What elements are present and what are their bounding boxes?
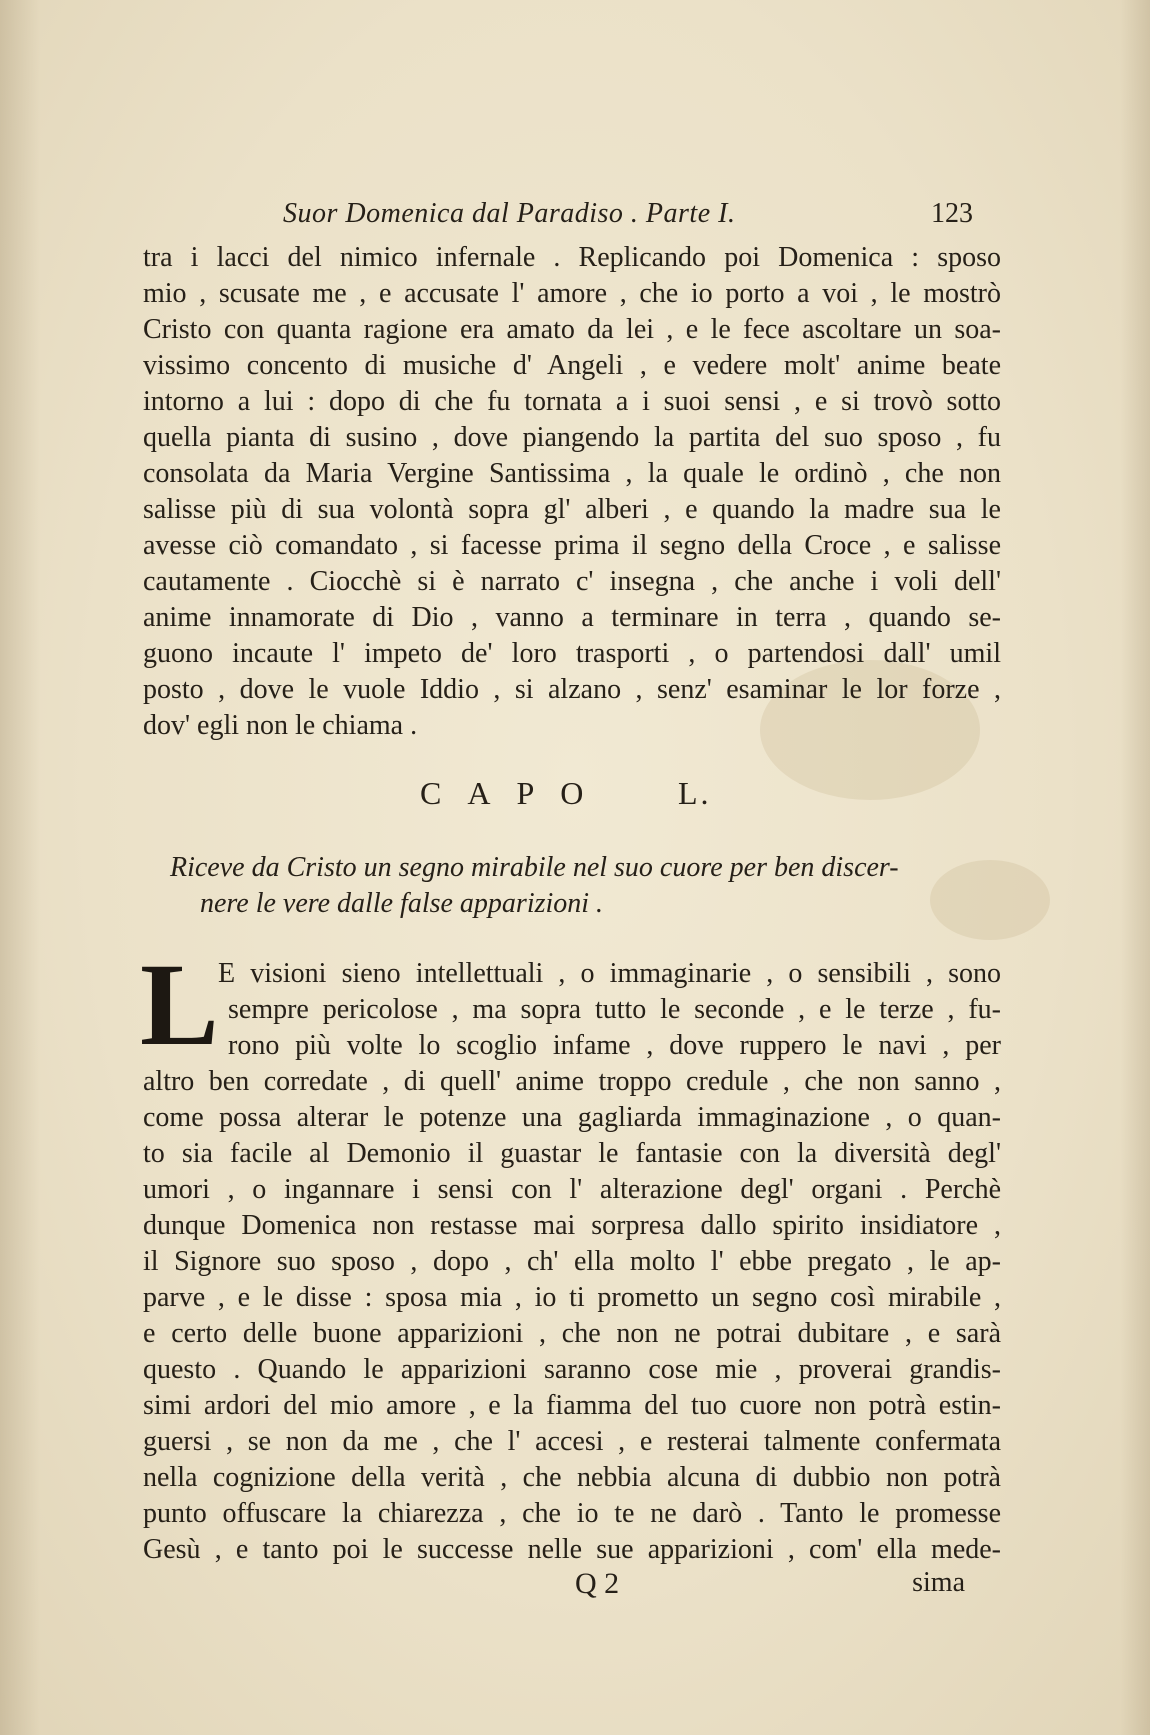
running-head bbox=[283, 198, 973, 232]
text-line: mio , scusate me , e accusate l' amore , che io porto a voi , le mostrò bbox=[143, 278, 1001, 309]
text-line: cautamente . Ciocchè si è narrato c' insegna , che anche i voli dell' bbox=[143, 566, 1001, 597]
text-line: posto , dove le vuole Iddio , si alzano , senz' esaminar le lor forze , bbox=[143, 674, 1001, 705]
text-line: punto offuscare la chiarezza , che io te ne darò . Tanto le promesse bbox=[143, 1498, 1001, 1529]
catchword: sima bbox=[912, 1567, 965, 1598]
chapter-heading bbox=[420, 775, 740, 815]
text-line: avesse ciò comandato , si facesse prima il segno della Croce , e salisse bbox=[143, 530, 1001, 561]
foxing-stain bbox=[930, 860, 1050, 940]
text-line: questo . Quando le apparizioni saranno cose mie , proverai grandis- bbox=[143, 1354, 1001, 1385]
text-line: consolata da Maria Vergine Santissima , la quale le ordinò , che non bbox=[143, 458, 1001, 489]
text-line: altro ben corredate , di quell' anime troppo credule , che non sanno , bbox=[143, 1066, 1001, 1097]
text-line: parve , e le disse : sposa mia , io ti prometto un segno così mirabile , bbox=[143, 1282, 1001, 1313]
chapter-number: L. bbox=[678, 775, 712, 811]
text-line: dov' egli non le chiama . bbox=[143, 710, 418, 741]
text-line: anime innamorate di Dio , vanno a terminare in terra , quando se- bbox=[143, 602, 1001, 633]
text-line: nella cognizione della verità , che nebbia alcuna di dubbio non potrà bbox=[143, 1462, 1001, 1493]
text-line: dunque Domenica non restasse mai sorpresa dallo spirito insidiatore , bbox=[143, 1210, 1001, 1241]
text-line: Gesù , e tanto poi le successe nelle sue apparizioni , com' ella mede- bbox=[143, 1534, 1001, 1565]
page-edge-shadow bbox=[1120, 0, 1150, 1735]
text-line: simi ardori del mio amore , e la fiamma del tuo cuore non potrà estin- bbox=[143, 1390, 1001, 1421]
text-line: guersi , se non da me , che l' accesi , e resterai talmente confermata bbox=[143, 1426, 1001, 1457]
chapter-capo: CAPO bbox=[420, 775, 610, 811]
text-line: il Signore suo sposo , dopo , ch' ella molto l' ebbe pregato , le ap- bbox=[143, 1246, 1001, 1277]
text-line: quella pianta di susino , dove piangendo la partita del suo sposo , fu bbox=[143, 422, 1001, 453]
signature-mark: Q 2 bbox=[575, 1567, 620, 1600]
text-line: E visioni sieno intellettuali , o immaginarie , o sensibili , sono bbox=[218, 958, 1001, 989]
text-line: salisse più di sua volontà sopra gl' alberi , e quando la madre sua le bbox=[143, 494, 1001, 525]
text-line: come possa alterar le potenze una gagliarda immaginazione , o quan- bbox=[143, 1102, 1001, 1133]
page-gutter-shadow bbox=[0, 0, 40, 1735]
drop-cap: L bbox=[140, 939, 219, 1070]
text-line: to sia facile al Demonio il guastar le fantasie con la diversità degl' bbox=[143, 1138, 1001, 1169]
text-line: Cristo con quanta ragione era amato da lei , e le fece ascoltare un soa- bbox=[143, 314, 1001, 345]
text-line: intorno a lui : dopo di che fu tornata a i suoi sensi , e si trovò sotto bbox=[143, 386, 1001, 417]
text-line: e certo delle buone apparizioni , che non ne potrai dubitare , e sarà bbox=[143, 1318, 1001, 1349]
text-line: rono più volte lo scoglio infame , dove ruppero le navi , per bbox=[228, 1030, 1001, 1061]
text-line: sempre pericolose , ma sopra tutto le seconde , e le terze , fu- bbox=[228, 994, 1001, 1025]
text-line: vissimo concento di musiche d' Angeli , e vedere molt' anime beate bbox=[143, 350, 1001, 381]
page-number: 123 bbox=[931, 198, 973, 229]
summary-line: nere le vere dalle false apparizioni . bbox=[200, 888, 604, 919]
text-line: guono incaute l' impeto de' loro trasporti , o partendosi dall' umil bbox=[143, 638, 1001, 669]
text-line: tra i lacci del nimico infernale . Replicando poi Domenica : sposo bbox=[143, 242, 1001, 273]
running-head-title: Suor Domenica dal Paradiso . Parte I. bbox=[283, 198, 736, 229]
text-line: umori , o ingannare i sensi con l' alterazione degl' organi . Perchè bbox=[143, 1174, 1001, 1205]
summary-line: Riceve da Cristo un segno mirabile nel suo cuore per ben discer- bbox=[170, 852, 899, 883]
